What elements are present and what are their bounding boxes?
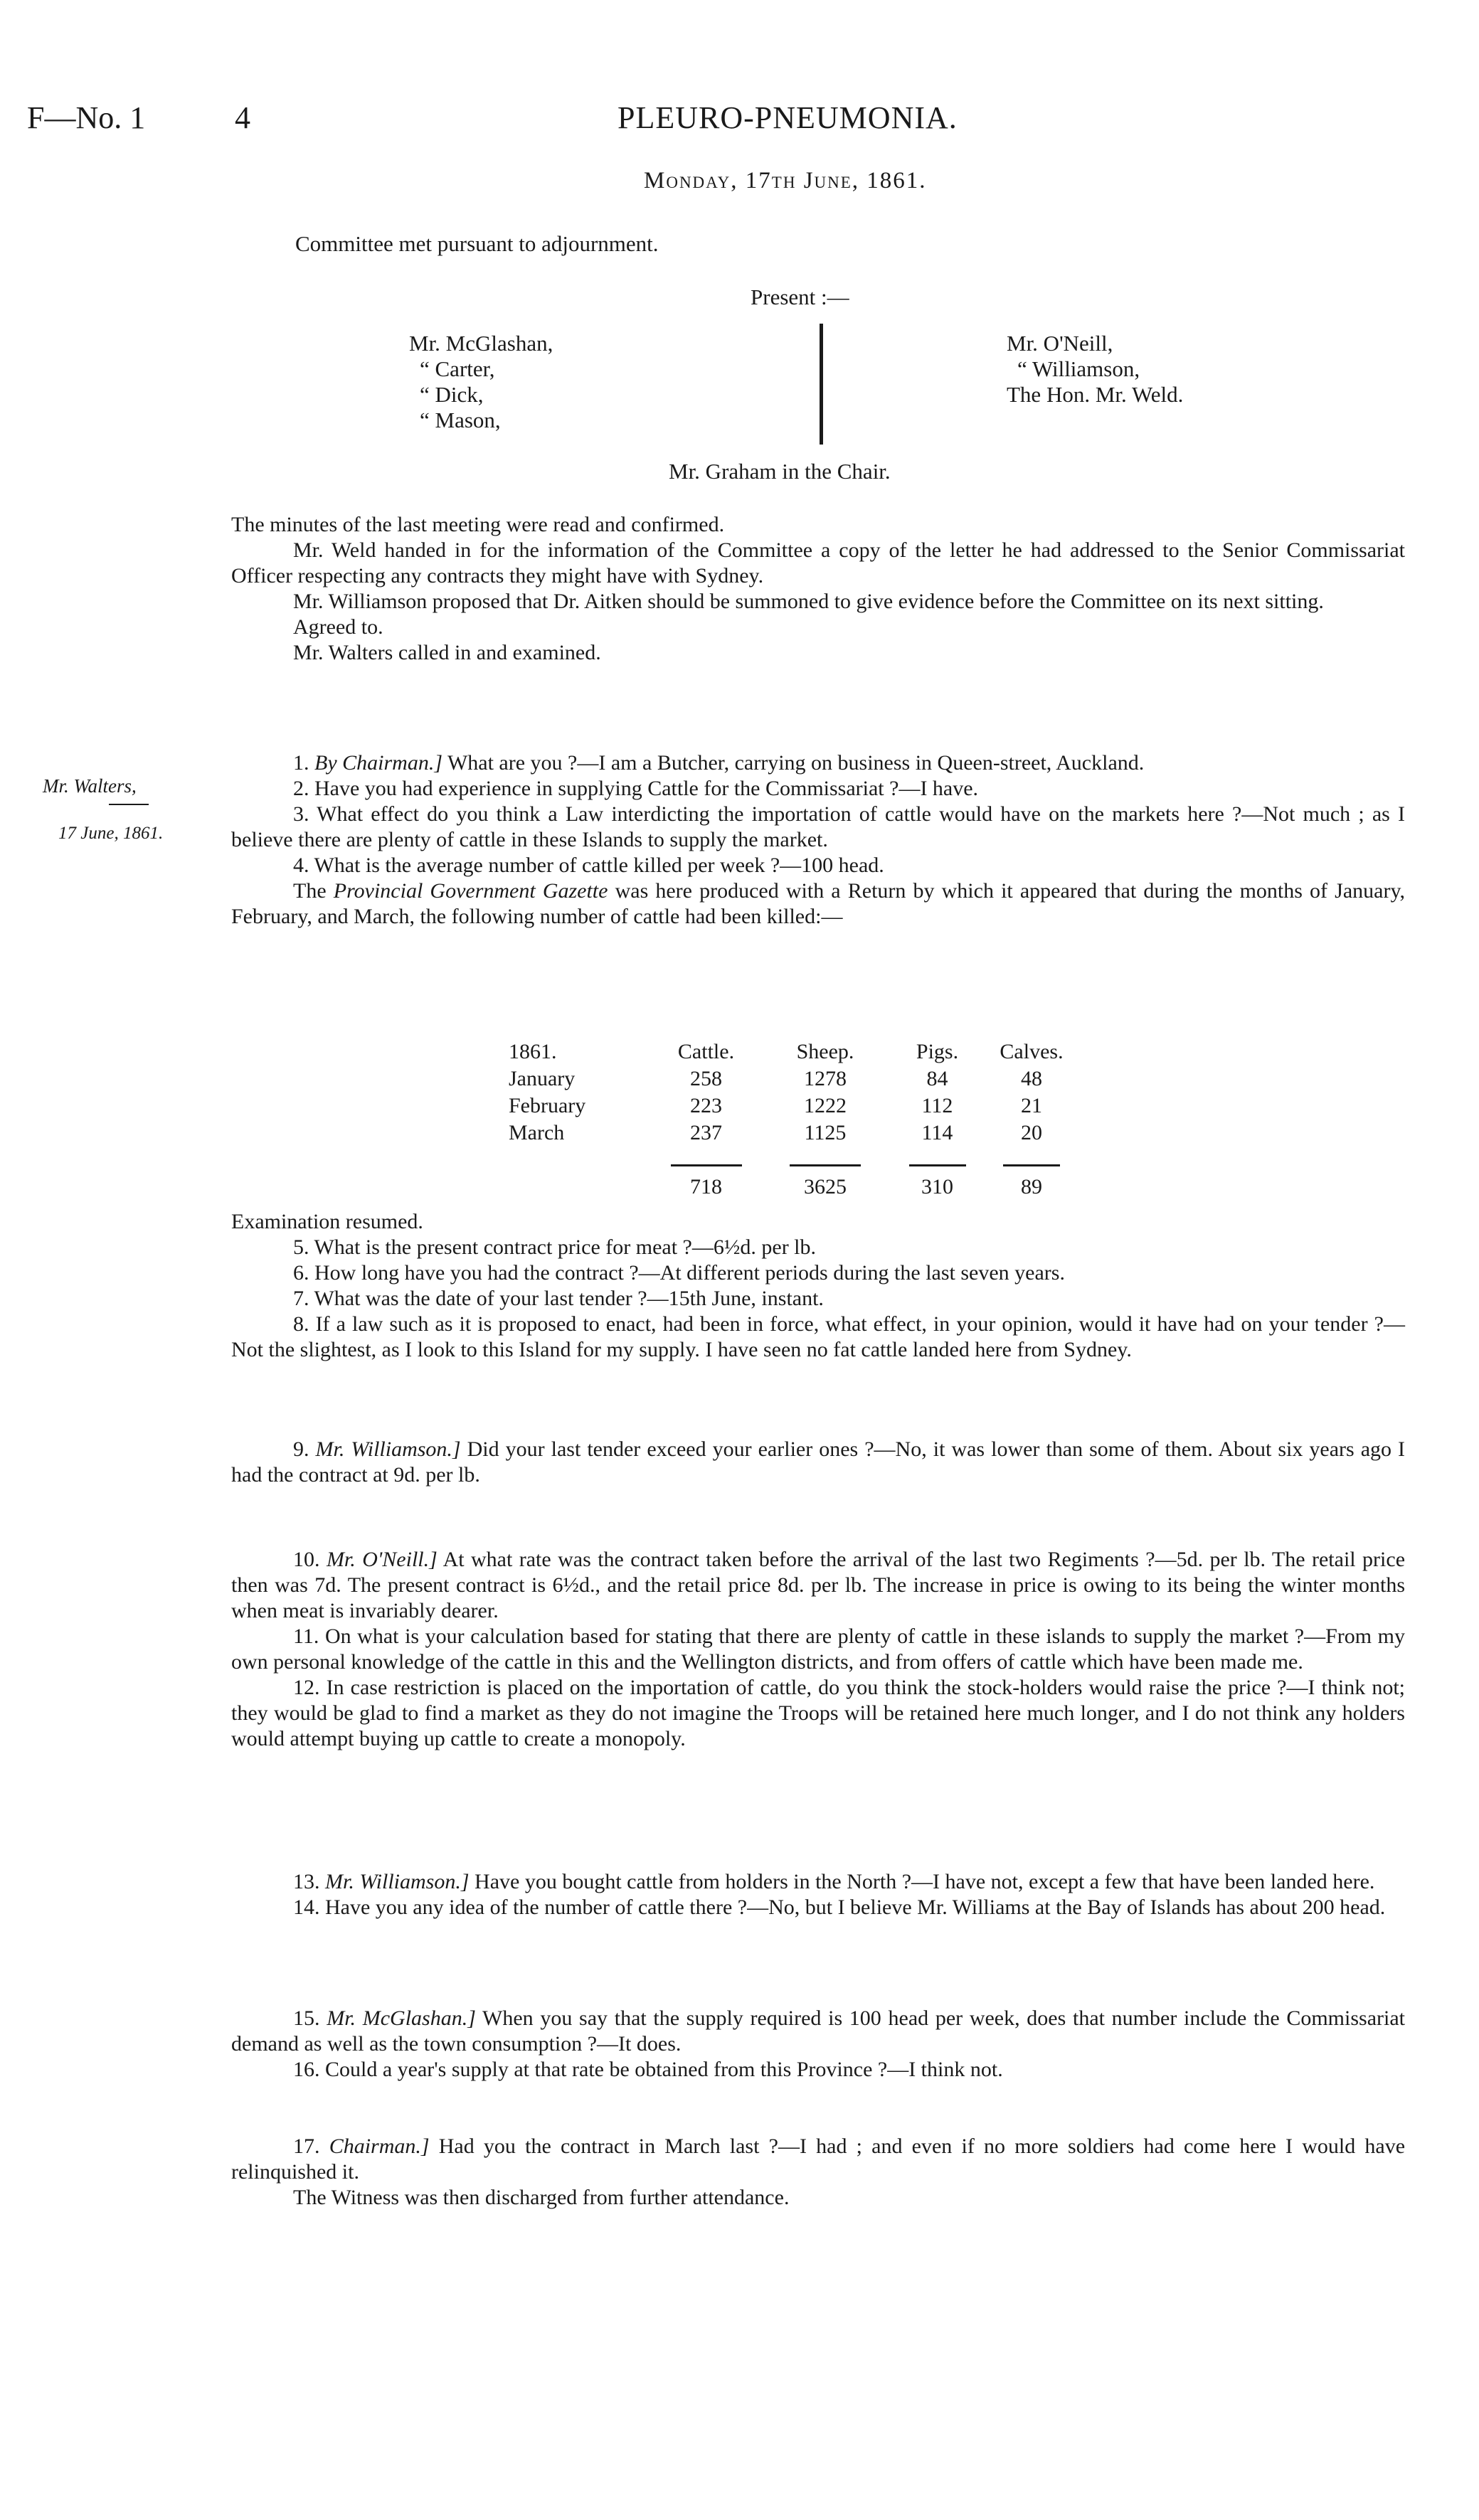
text: The [293,879,334,903]
table-cell: 84 [926,1067,948,1090]
question-text: At what rate was the contract taken before the arrival of the last two Regiments ?—5d. per lb. The retail price then was 7d. The present contract is 6½d., and the retail price 8d. per lb. The increase in price is owing to its being the winter months when meat is invariably dearer. [231,1548,1406,1622]
table-row [509,1120,1078,1147]
questions-13-14 [231,1869,1405,1920]
table-cell: 258 [690,1067,722,1090]
table-cell: 20 [1021,1121,1042,1144]
paragraph: Agreed to. [293,615,383,639]
questions-10-12 [231,1547,1405,1752]
table-cell: 237 [690,1121,722,1144]
question: 2. Have you had experience in supplying Cattle for the Commissariat ?—I have. [293,777,979,800]
paragraph [231,512,1405,538]
table-row [509,1092,1078,1120]
table-rule-row [509,1147,1078,1174]
margin-witness-name: Mr. Walters, [43,775,137,797]
questions-5-8 [231,1209,1405,1363]
members-divider [820,324,823,445]
paragraph: Mr. Williamson proposed that Dr. Aitken should be summoned to give evidence before the Committee on its next sitting. [293,590,1324,613]
question-text: Have you bought cattle from holders in the North ?—I have not, except a few that have been landed here. [475,1870,1375,1893]
question: 16. Could a year's supply at that rate be obtained from this Province ?—I think not. [293,2058,1003,2081]
question [231,1547,1405,1624]
question: 6. How long have you had the contract ?—At different periods during the last seven years. [293,1261,1065,1285]
meeting-date: Monday, 17th June, 1861. [644,168,927,193]
questioner: By Chairman.] [314,751,442,775]
paragraph [231,878,1405,930]
table-total-row [509,1174,1078,1201]
question-text: When you say that the supply required is 100 head per week, does that number include the Commissariat demand as well as the town consumption ?—It does. [231,2006,1405,2056]
table-cell: 21 [1021,1094,1042,1117]
questioner: Mr. Williamson.] [325,1870,470,1893]
question-17 [231,2134,1405,2211]
question-number: 10. [293,1548,327,1571]
member: The Hon. Mr. Weld. [1007,382,1184,407]
table-cell: March [509,1121,565,1144]
minutes-section [231,512,1405,666]
table-header: Sheep. [796,1040,854,1063]
question-number: 15. [293,2006,327,2030]
series-label: F—No. 1 [27,100,146,135]
member: “ Carter, [420,356,495,381]
question-number: 13. [293,1870,325,1893]
table-total: 718 [690,1175,722,1198]
question: 4. What is the average number of cattle killed per week ?—100 head. [293,854,884,877]
question-number: 17. [293,2134,329,2158]
gazette-title: Provincial Government Gazette [333,879,608,903]
opening-line: Committee met pursuant to adjournment. [295,231,659,256]
members-left [409,331,553,433]
question [231,2134,1405,2185]
paragraph [231,1209,1405,1235]
member: “ Dick, [420,382,484,407]
question: 14. Have you any idea of the number of cattle there ?—No, but I believe Mr. Williams at the Bay of Islands has about 200 head. [293,1896,1386,1919]
table-cell: 1278 [804,1067,847,1090]
question-text: Had you the contract in March last ?—I had ; and even if no more soldiers had come here I would have relinquished it. [231,2134,1406,2184]
table-total: 89 [1021,1175,1042,1198]
members-right [1007,331,1183,408]
page-title: PLEURO-PNEUMONIA. [617,100,958,135]
member: “ Mason, [420,408,501,432]
question: 8. If a law such as it is proposed to enact, had been in force, what effect, in your opinion, would it have had on your tender ?—Not the slightest, as I look to this Island for my supply. I have seen no fat cattle landed here from Sydney. [231,1312,1405,1361]
table-header: Calves. [1000,1040,1064,1063]
table-cell: 112 [921,1094,953,1117]
member: Mr. McGlashan, [409,331,553,356]
table-header: Pigs. [916,1040,959,1063]
table-header: 1861. [509,1040,557,1063]
table-cell: January [509,1067,576,1090]
question-number: 9. [293,1437,316,1461]
table-cell: February [509,1094,586,1117]
table-row [509,1065,1078,1092]
questions-15-16 [231,2006,1405,2083]
question: 12. In case restriction is placed on the importation of cattle, do you think the stock-holders would raise the price ?—I think not; they would be glad to find a market as they do not imagine the Troops will be retained here much longer, and I do not think any holders would attempt buying up cattle to create a monopoly. [231,1676,1405,1750]
total-rule [790,1164,861,1166]
questioner: Mr. McGlashan.] [327,2006,476,2030]
text: Examination resumed. [231,1210,423,1233]
question-9 [231,1437,1405,1488]
table-header: Cattle. [677,1040,735,1063]
table-header-row [509,1038,1078,1065]
member: Mr. O'Neill, [1007,331,1113,356]
paragraph: Mr. Walters called in and examined. [293,641,601,664]
table-cell: 48 [1021,1067,1042,1090]
question: 3. What effect do you think a Law interdicting the importation of cattle would have on the markets here ?—Not much ; as I believe there are plenty of cattle in these Islands to supply the market. [231,802,1405,851]
return-table [509,1038,1078,1201]
questioner: Mr. O'Neill.] [326,1548,438,1571]
question-text: Did your last tender exceed your earlier ones ?—No, it was lower than some of them. About six years ago I had the contract at 9d. per lb. [231,1437,1406,1487]
table-total: 3625 [804,1175,847,1198]
questioner: Mr. Williamson.] [315,1437,461,1461]
question [231,750,1405,776]
question: 5. What is the present contract price for meat ?—6½d. per lb. [293,1235,817,1259]
questions-1-4 [231,750,1405,930]
question [231,1437,1405,1488]
total-rule [1003,1164,1060,1166]
question-number: 1. [293,751,314,775]
margin-rule [109,804,149,805]
table-cell: 1222 [804,1094,847,1117]
margin-date: 17 June, 1861. [58,824,164,843]
total-rule [909,1164,966,1166]
present-label: Present :— [751,285,849,309]
question [231,1869,1405,1895]
table-cell: 114 [921,1121,953,1144]
question [231,2006,1405,2057]
paragraph: Mr. Weld handed in for the information of the Committee a copy of the letter he had addressed to the Senior Commissariat Officer respecting any contracts they might have with Sydney. [231,538,1405,588]
page-number: 4 [235,100,250,135]
minutes-text: The minutes of the last meeting were read and confirmed. [231,513,725,536]
questioner: Chairman.] [329,2134,430,2158]
total-rule [671,1164,742,1166]
text: was here produced with a Return by which it appeared that during the months of January, February, and March, the following number of cattle had been killed:— [231,879,1405,928]
paragraph: The Witness was then discharged from further attendance. [293,2186,790,2209]
table-total: 310 [921,1175,953,1198]
question-text: What are you ?—I am a Butcher, carrying on business in Queen-street, Auckland. [447,751,1145,775]
chair-line: Mr. Graham in the Chair. [669,459,891,484]
question: 11. On what is your calculation based for stating that there are plenty of cattle in these islands to supply the market ?—From my own personal knowledge of the cattle in this and the Wellington districts, and from offers of cattle which have been made me. [231,1625,1405,1674]
question: 7. What was the date of your last tender ?—15th June, instant. [293,1287,824,1310]
table-cell: 1125 [804,1121,847,1144]
table-cell: 223 [690,1094,722,1117]
member: “ Williamson, [1017,356,1140,381]
